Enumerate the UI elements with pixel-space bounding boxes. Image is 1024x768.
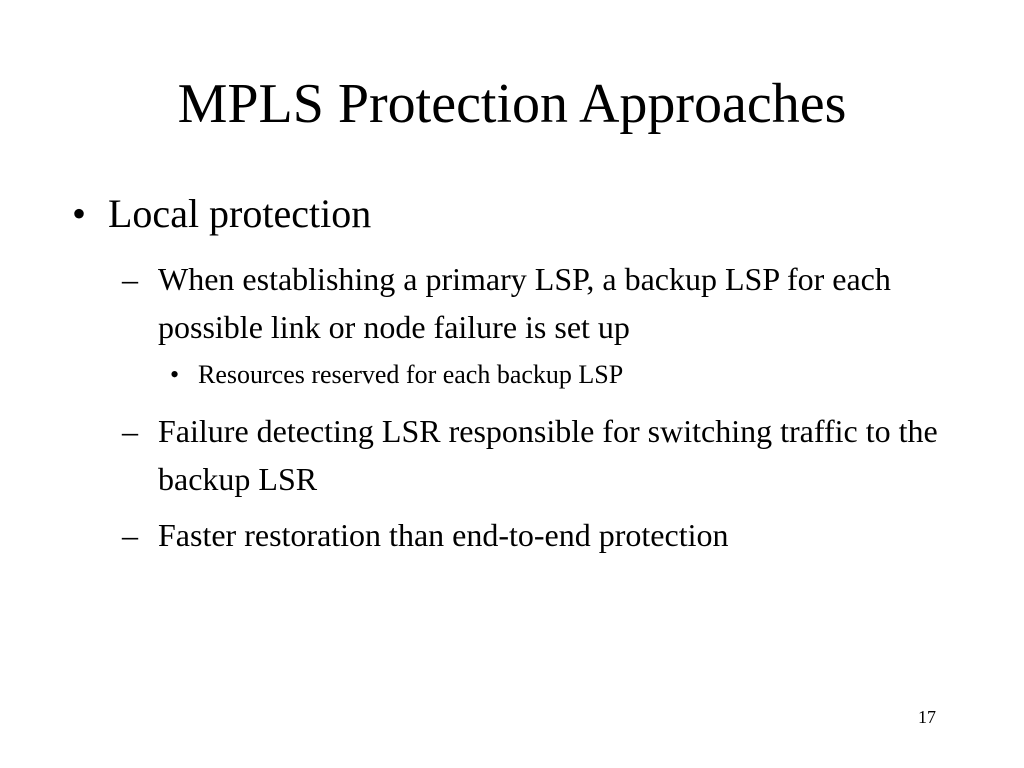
sub-bullet-backup-lsp <box>0 255 958 351</box>
dash-marker: – <box>122 261 138 297</box>
slide-title: MPLS Protection Approaches <box>177 73 847 135</box>
page-number: 17 <box>918 707 936 727</box>
sub-bullet-failure-detecting <box>0 407 958 503</box>
bullet-text: Local protection <box>108 191 372 236</box>
sub-bullet-text: Faster restoration than end-to-end protection <box>158 517 729 553</box>
sub-bullet-text: Failure detecting LSR responsible for switching traffic to the backup LSR <box>158 413 938 497</box>
sub-sub-bullet-resources <box>0 358 623 392</box>
bullet-local-protection <box>72 190 371 238</box>
bullet-marker: • <box>170 360 180 389</box>
bullet-marker: • <box>72 191 87 236</box>
sub-sub-bullet-text: Resources reserved for each backup LSP <box>198 360 624 389</box>
dash-marker: – <box>122 517 138 553</box>
dash-marker: – <box>122 413 138 449</box>
sub-bullet-faster-restoration <box>0 511 958 559</box>
sub-bullet-text: When establishing a primary LSP, a backup LSP for each possible link or node failure is set up <box>158 261 891 345</box>
